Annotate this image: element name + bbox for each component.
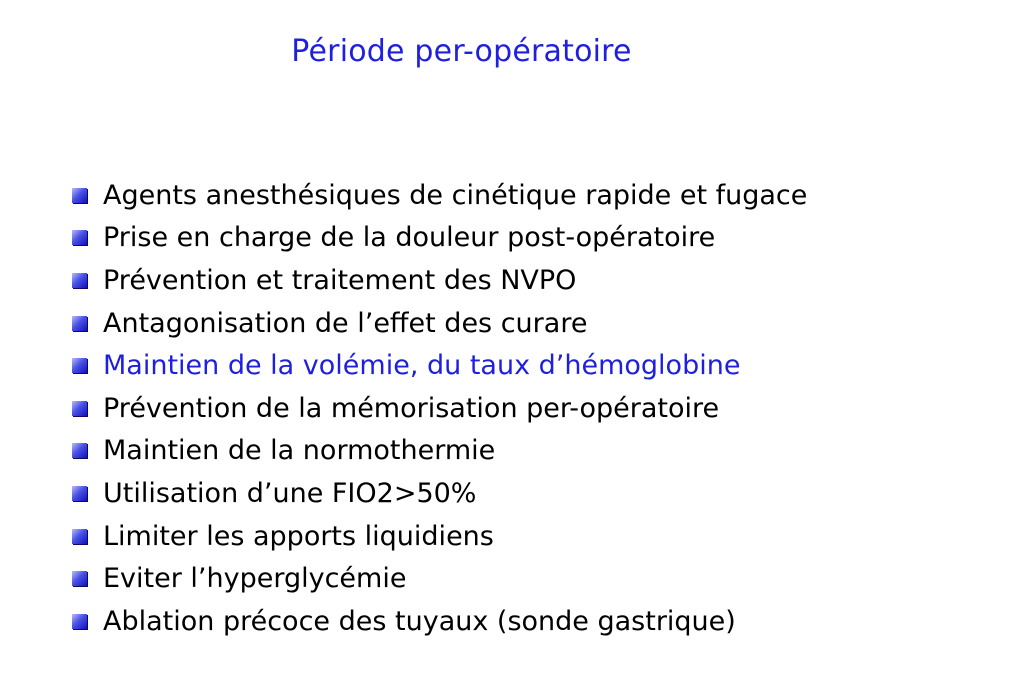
bullet-item <box>72 557 807 600</box>
bullet-item-highlighted <box>72 344 807 387</box>
bullet-item <box>72 430 807 473</box>
bullet-item <box>72 259 807 302</box>
bullet-text: Ablation précoce des tuyaux (sonde gastrique) <box>103 605 736 637</box>
blue-square-bullet-icon <box>72 614 87 629</box>
bullet-text: Limiter les apports liquidiens <box>103 520 494 552</box>
bullet-text: Prévention et traitement des NVPO <box>103 264 577 296</box>
blue-square-bullet-icon <box>72 316 87 331</box>
blue-square-bullet-icon <box>72 529 87 544</box>
bullet-item <box>72 600 807 643</box>
bullet-list <box>72 174 807 643</box>
blue-square-bullet-icon <box>72 571 87 586</box>
bullet-text: Maintien de la normothermie <box>103 435 496 467</box>
blue-square-bullet-icon <box>72 486 87 501</box>
bullet-text: Agents anesthésiques de cinétique rapide et fugace <box>103 179 808 211</box>
bullet-item <box>72 387 807 430</box>
blue-square-bullet-icon <box>72 188 87 203</box>
bullet-item <box>72 302 807 345</box>
blue-square-bullet-icon <box>72 273 87 288</box>
bullet-text: Prise en charge de la douleur post-opératoire <box>103 222 716 254</box>
bullet-item <box>72 515 807 558</box>
bullet-text: Maintien de la volémie, du taux d’hémoglobine <box>103 350 741 382</box>
bullet-item <box>72 217 807 260</box>
blue-square-bullet-icon <box>72 401 87 416</box>
slide-title: Période per-opératoire <box>291 34 632 69</box>
bullet-item <box>72 472 807 515</box>
bullet-text: Utilisation d’une FIO2>50% <box>103 477 477 509</box>
blue-square-bullet-icon <box>72 230 87 245</box>
bullet-text: Eviter l’hyperglycémie <box>103 563 407 595</box>
blue-square-bullet-icon <box>72 443 87 458</box>
bullet-text: Antagonisation de l’effet des curare <box>103 307 588 339</box>
bullet-text: Prévention de la mémorisation per-opératoire <box>103 392 720 424</box>
bullet-item <box>72 174 807 217</box>
blue-square-bullet-icon <box>72 358 87 373</box>
